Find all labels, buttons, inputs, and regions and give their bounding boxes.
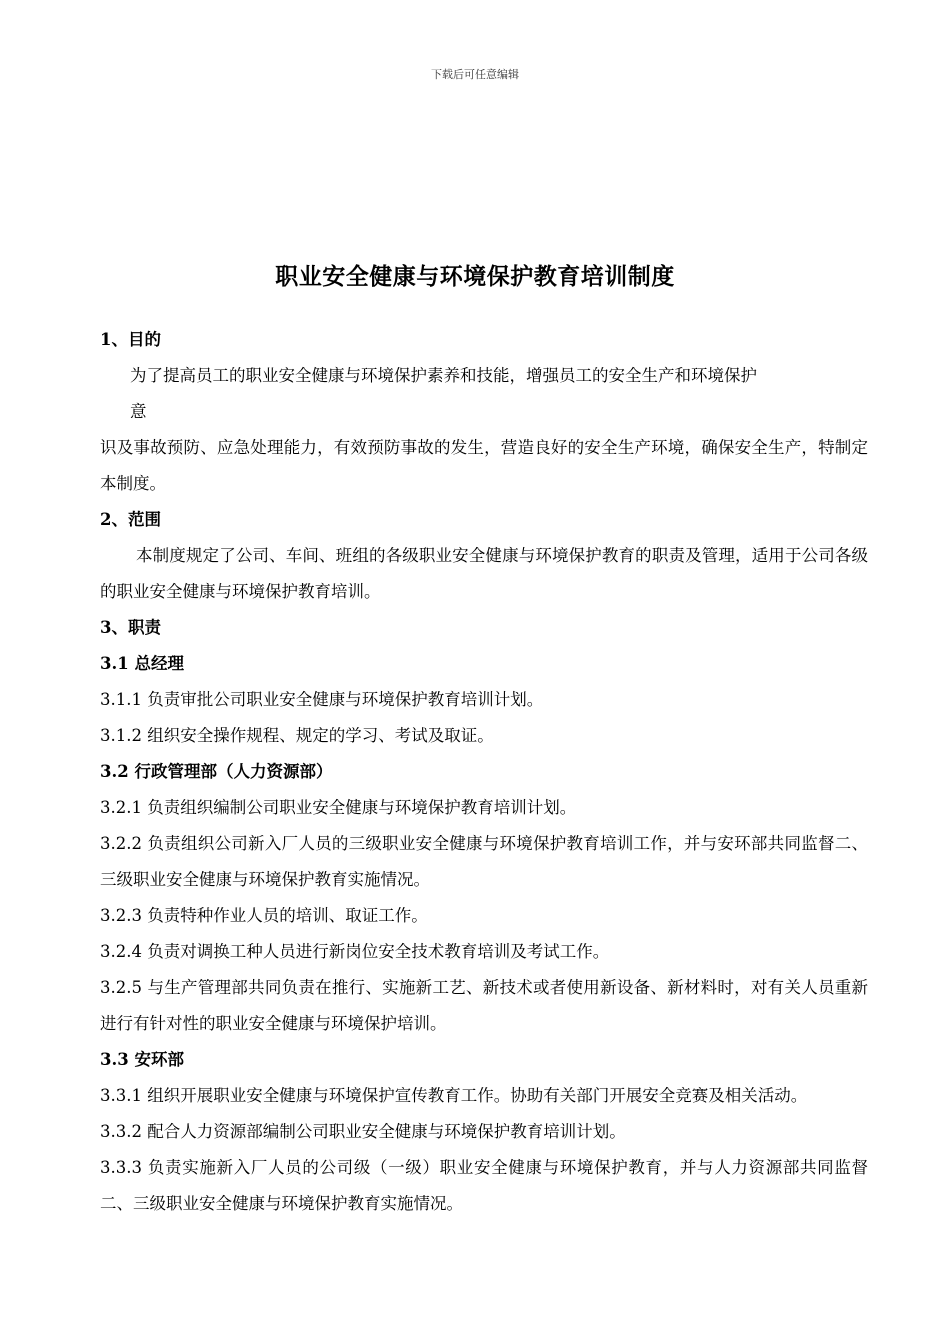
section-2-heading: 2、范围 xyxy=(100,510,161,529)
item-3-1-1: 3.1.1 负责审批公司职业安全健康与环境保护教育培训计划。 xyxy=(100,690,544,709)
item-3-3-2: 3.3.2 配合人力资源部编制公司职业安全健康与环境保护教育培训计划。 xyxy=(100,1122,626,1141)
section-3-3-heading: 3.3 安环部 xyxy=(100,1050,184,1069)
section-1-paragraph-2: 识及事故预防、应急处理能力，有效预防事故的发生，营造良好的安全生产环境，确保安全生产，特制定本制度。 xyxy=(100,438,868,493)
section-3-heading: 3、职责 xyxy=(100,618,161,637)
item-3-2-4: 3.2.4 负责对调换工种人员进行新岗位安全技术教育培训及考试工作。 xyxy=(100,942,610,961)
item-3-3-3: 3.3.3 负责实施新入厂人员的公司级（一级）职业安全健康与环境保护教育，并与人力资源部共同监督二、三级职业安全健康与环境保护教育实施情况。 xyxy=(100,1158,868,1213)
section-3-1-heading: 3.1 总经理 xyxy=(100,654,184,673)
section-1-heading: 1、目的 xyxy=(100,330,161,349)
document-body xyxy=(100,322,868,1222)
section-1-paragraph-line1: 为了提高员工的职业安全健康与环境保护素养和技能，增强员工的安全生产和环境保护 xyxy=(130,366,757,385)
page-header: 下载后可任意编辑 xyxy=(431,68,519,81)
section-3-2-heading: 3.2 行政管理部（人力资源部） xyxy=(100,762,333,781)
item-3-2-5: 3.2.5 与生产管理部共同负责在推行、实施新工艺、新技术或者使用新设备、新材料时，对有关人员重新进行有针对性的职业安全健康与环境保护培训。 xyxy=(100,978,868,1033)
document-title: 职业安全健康与环境保护教育培训制度 xyxy=(275,263,675,290)
section-2-paragraph: 本制度规定了公司、车间、班组的各级职业安全健康与环境保护教育的职责及管理，适用于公司各级的职业安全健康与环境保护教育培训。 xyxy=(100,546,868,601)
item-3-2-2: 3.2.2 负责组织公司新入厂人员的三级职业安全健康与环境保护教育培训工作，并与安环部共同监督二、三级职业安全健康与环境保护教育实施情况。 xyxy=(100,834,868,889)
item-3-1-2: 3.1.2 组织安全操作规程、规定的学习、考试及取证。 xyxy=(100,726,494,745)
item-3-3-1: 3.3.1 组织开展职业安全健康与环境保护宣传教育工作。协助有关部门开展安全竞赛及相关活动。 xyxy=(100,1086,808,1105)
item-3-2-3: 3.2.3 负责特种作业人员的培训、取证工作。 xyxy=(100,906,428,925)
section-1-paragraph-line2: 意 xyxy=(130,402,147,421)
item-3-2-1: 3.2.1 负责组织编制公司职业安全健康与环境保护教育培训计划。 xyxy=(100,798,577,817)
